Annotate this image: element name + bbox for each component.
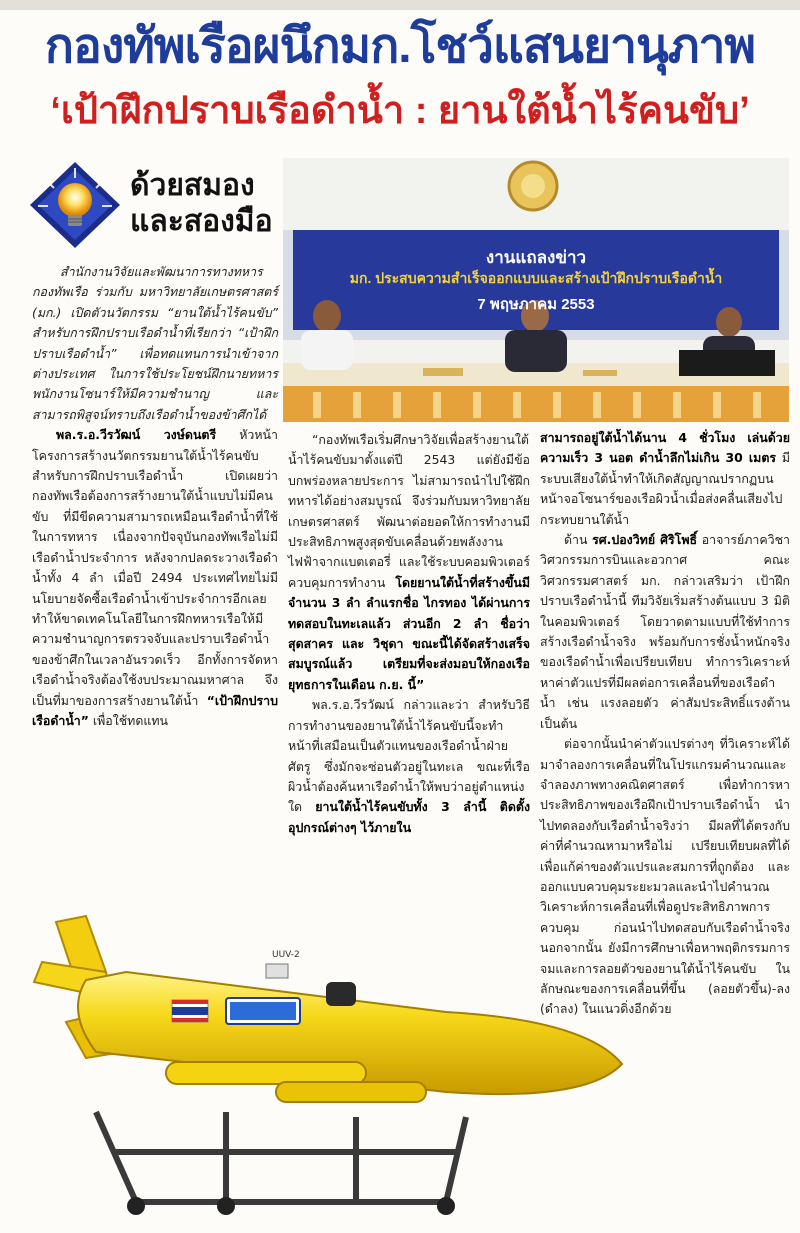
- lightbulb-icon: [24, 160, 126, 250]
- column-title-line2: และสองมือ: [130, 205, 273, 238]
- column-2-text-2: พล.ร.อ.วีรวัฒน์ กล่าวและว่า สำหรับวิธีการทำงานของยานใต้น้ำไร้คนขับนี้จะทำหน้าที่เสมือนเป็นตัวแทนของเรือดำน้ำฝ่ายศัตรู ซึ่งมักจะซ่อนตัวอยู่ในทะเล ขณะที่เรือผิวน้ำต้องค้นหาเรือดำน้ำให้พบว่าอยู่ตำแหน่งใด: [288, 697, 530, 815]
- column-2-bold-2: ยานใต้น้ำไร้คนขับทั้ง 3 ลำนี้ ติดตั้งอุปกรณ์ต่างๆ ไว้ภายใน: [288, 799, 530, 835]
- submarine-label: UUV-2: [272, 950, 300, 960]
- headline-sub: ‘เป้าฝึกปราบเรือดำน้ำ : ยานใต้น้ำไร้คนขับ’: [50, 90, 750, 132]
- column-3-paragraph-1: [540, 530, 790, 734]
- column-2-text-1: “กองทัพเรือเริ่มศึกษาวิจัยเพื่อสร้างยานใต้น้ำไร้คนขับมาตั้งแต่ปี 2543 แต่ยังมีข้อบกพร่องหลายประการ ไม่สามารถนำไปใช้ฝึกทหารได้อย่างสมบูรณ์ จึงร่วมกับมหาวิทยาลัยเกษตรศาสตร์ พัฒนาต่อยอดให้การทำงานมีประสิทธิภาพสูงสุดขับเคลื่อนด้วยพลังงานไฟฟ้าจากแบตเตอรี่ และใช้ระบบคอมพิวเตอร์ควบคุมการทำงาน: [288, 432, 530, 590]
- article-paragraph-2: [32, 425, 278, 731]
- banner-line3: 7 พฤษภาคม 2553: [477, 296, 595, 313]
- banner-line2: มก. ประสบความสำเร็จออกแบบและสร้างเป้าฝึกปราบเรือดำน้ำ: [349, 270, 723, 286]
- column-2-bold-1: โดยยานใต้น้ำที่สร้างขึ้นมีจำนวน 3 ลำ ลำแรกชื่อ ไกรทอง ได้ผ่านการทดสอบในทะเลแล้ว ส่วนอีก 2 ลำ ชื่อว่า สุดสาคร และ วิชุดา ขณะนี้ได้จัดสร้างเสร็จสมบูรณ์แล้ว เตรียมที่จะส่งมอบให้กองเรือยุทธการในเดือน ก.ย. นี้”: [288, 574, 530, 692]
- headline-main: กองทัพเรือผนึกมก.โชว์แสนยานุภาพ: [44, 20, 756, 73]
- paragraph-2-tail: เพื่อใช้ทดแทน: [88, 712, 169, 728]
- column-3-paragraph-0: [540, 428, 790, 530]
- spokesperson-name: พล.ร.อ.วีรวัฒน์ วงษ์ดนตรี: [56, 427, 217, 443]
- article-intro: สำนักงานวิจัยและพัฒนาการทางทหาร กองทัพเรือ ร่วมกับ มหาวิทยาลัยเกษตรศาสตร์ (มก.) เปิดตัวนวัตกรรม “ยานใต้น้ำไร้คนขับ” สำหรับการฝึกปราบเรือดำน้ำที่เรียกว่า “เป้าฝึกปราบเรือดำน้ำ” เพื่อทดแทนการนำเข้าจากต่างประเทศ ในการใช้ประโยชน์ฝึกนายทหารพนักงานโซนาร์ให้มีความชำนาญ และสามารถพิสูจน์ทราบถึงเรือดำน้ำของข้าศึกได้: [32, 264, 278, 422]
- column-title: [130, 168, 290, 240]
- column-3-text-1: อาจารย์ภาควิชาวิศวกรรมการบินและอวกาศ คณะวิศวกรรมศาสตร์ มก. กล่าวเสริมว่า เป้าฝึกปราบเรือดำน้ำนี้ ทีมวิจัยเริ่มสร้างต้นแบบ 3 มิติในคอมพิวเตอร์ โดยวาดตามแบบที่ใช้ทำการสร้างเรือดำน้ำจริง พร้อมกับการชั่งน้ำหนักจริงของเรือดำน้ำเพื่อเปรียบเทียบ ทำการวิเคราะห์หาค่าตัวแปรที่มีผลต่อการเคลื่อนที่ของเรือดำน้ำ เช่น แรงลอยตัว ค่าสัมประสิทธิ์แรงต้าน เป็นต้น: [540, 532, 790, 731]
- unmanned-submarine-photo: [26, 902, 626, 1220]
- column-3-bold-0: สามารถอยู่ใต้น้ำได้นาน 4 ชั่วโมง เล่นด้วยความเร็ว 3 นอต ดำน้ำลึกไม่เกิน 30 เมตร: [540, 430, 790, 466]
- paragraph-2-text: หัวหน้าโครงการสร้างนวัตกรรมยานใต้น้ำไร้คนขับสำหรับการฝึกปราบเรือดำน้ำ เปิดเผยว่า กองทัพเรือต้องการสร้างยานใต้น้ำแบบไม่มีคนขับ ที่มีขีดความสามารถเหมือนเรือดำน้ำที่ใช้ในการทหาร เนื่องจากปัจจุบันกองทัพเรือไม่มีเรือดำน้ำประจำการ หลังจากปลดระวางเรือดำน้ำทั้ง 4 ลำ เมื่อปี 2494 ประเทศไทยไม่มีนโยบายจัดซื้อเรือดำน้ำเข้าประจำการอีกเลย ทำให้ขาดเทคโนโลยีในการฝึกทหารเรือให้มีความชำนาญการตรวจจับและปราบเรือดำน้ำของข้าศึกในเวลาอันรวดเร็ว อีกทั้งการจัดหาเรือดำน้ำจริงต้องใช้งบประมาณมหาศาล จึงเป็นที่มาของการสร้างยานใต้น้ำ: [32, 427, 278, 708]
- column-3-paragraph-2: ต่อจากนั้นนำค่าตัวแปรต่างๆ ที่วิเคราะห์ได้มาจำลองการเคลื่อนที่ในโปรแกรมคำนวณและจำลองภาพทางคณิตศาสตร์ เพื่อทำการหาประสิทธิภาพของเรือฝึกเป้าปราบเรือดำน้ำ นำไปทดลองกับเรือดำน้ำจริงว่า มีผลที่ได้ตรงกับค่าที่คำนวณหามาหรือไม่ เปรียบเทียบผลที่ได้เพื่อแก้ค่าของตัวแปรและสมการที่ถูกต้อง และออกแบบควบคุมระยะมวลและนำไปคำนวณวิเคราะห์การเคลื่อนที่เพื่อดูประสิทธิภาพการควบคุม ก่อนนำไปทดสอบกับเรือดำน้ำจริง นอกจากนั้น ยังมีการศึกษาเพื่อหาพฤติกรรมการจมและการลอยตัวของยานใต้น้ำไร้คนขับ ในลักษณะของการเคลื่อนที่ขึ้น (ลอยตัวขึ้น)-ลง (ดำลง) ในแนวดิ่งอีกด้วย: [540, 736, 790, 1017]
- researcher-name: รศ.ปองวิทย์ ศิริโพธิ์: [592, 532, 698, 548]
- column-title-line1: ด้วยสมอง: [130, 169, 255, 202]
- column-3-lead: ด้าน: [564, 532, 593, 548]
- column-2-paragraph-1: [288, 430, 530, 695]
- banner-line1: งานแถลงข่าว: [485, 248, 587, 267]
- paragraph-2-bold: “เป้าฝึกปราบเรือดำน้ำ”: [32, 692, 278, 728]
- top-strip: [0, 0, 800, 10]
- column-2-paragraph-2: [288, 695, 530, 838]
- column-3-text-0: มีระบบเสียงใต้น้ำทำให้เกิดสัญญาณปรากฏบนหน้าจอโซนาร์ของเรือผิวน้ำเมื่อส่งคลื่นเสียงไปกระทบยานใต้น้ำ: [540, 450, 790, 527]
- press-conference-photo: [283, 158, 789, 422]
- article-column-2: [288, 430, 530, 838]
- article-column-1: [32, 262, 278, 731]
